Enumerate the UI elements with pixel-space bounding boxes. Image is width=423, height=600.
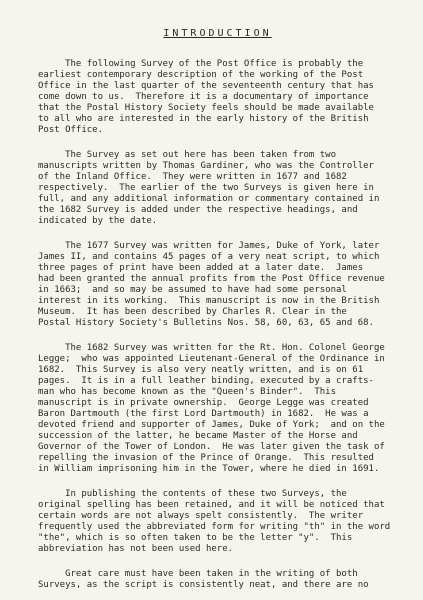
text-line: the 1682 Survey is added under the respective headings, and [38, 205, 358, 215]
text-line: abbreviation has not been used here. [38, 544, 234, 554]
paragraph-3 [38, 241, 397, 329]
text-line: devoted friend and supporter of James, Duke of York; and on the [38, 420, 385, 430]
text-line: Baron Dartmouth (the first Lord Dartmouth) in 1682. He was a [38, 409, 369, 419]
text-line: man who has become known as the "Queen's Binder". This [38, 387, 337, 397]
text-line: Museum. It has been described by Charles R. Clear in the [38, 307, 347, 317]
text-line: pages. It is in a full leather binding, executed by a crafts- [38, 376, 374, 386]
text-line: had been granted the annual profits from the Post Office revenue [38, 274, 385, 284]
page-title: INTRODUCTION [163, 28, 272, 39]
text-line: In publishing the contents of these two Surveys, the [38, 489, 347, 499]
text-line: Governor of the Tower of London. He was later given the task of [38, 442, 385, 452]
paragraph-2 [38, 150, 397, 227]
paragraph-4 [38, 343, 397, 475]
text-line: earliest contemporary description of the working of the Post [38, 70, 364, 80]
text-line: certain words are not always spelt consistently. The writer [38, 511, 364, 521]
text-line: Postal History Society's Bulletins Nos. 58, 60, 63, 65 and 68. [38, 318, 374, 328]
text-line: come down to us. Therefore it is a documentary of importance [38, 92, 369, 102]
text-line: indicated by the date. [38, 216, 158, 226]
text-line: repelling the invasion of the Prince of Orange. This resulted [38, 453, 374, 463]
text-line: James II, and contains 45 pages of a very neat script, to which [38, 252, 380, 262]
text-line: Great care must have been taken in the writing of both [38, 569, 358, 579]
text-line: Surveys, as the script is consistently neat, and there are no [38, 580, 369, 590]
text-line: original spelling has been retained, and it will be noticed that [38, 500, 385, 510]
text-line: respectively. The earlier of the two Surveys is given here in [38, 183, 374, 193]
text-line: manuscripts written by Thomas Gardiner, who was the Controller [38, 161, 374, 171]
text-line: 1682. This Survey is also very neatly written, and is on 61 [38, 365, 364, 375]
text-line: Post Office. [38, 125, 104, 135]
text-line: frequently used the abbreviated form for writing "th" in the word [38, 522, 391, 532]
text-line: Legge; who was appointed Lieutenant-General of the Ordinance in [38, 354, 385, 364]
text-line: to all who are interested in the early history of the British [38, 114, 369, 124]
text-line: The Survey as set out here has been taken from two [38, 150, 337, 160]
paragraph-1 [38, 59, 397, 136]
text-line: succession of the latter, he became Master of the Horse and [38, 431, 358, 441]
text-line: of the Inland Office. They were written in 1677 and 1682 [38, 172, 347, 182]
text-line: Office in the last quarter of the seventeenth century that has [38, 81, 374, 91]
text-line: "the", which is so often taken to be the letter "y". This [38, 533, 353, 543]
text-line: three pages of print have been added at a later date. James [38, 263, 364, 273]
text-line: interest in its working. This manuscript is now in the British [38, 296, 380, 306]
text-line: The following Survey of the Post Office is probably the [38, 59, 364, 69]
text-line: The 1682 Survey was written for the Rt. Hon. Colonel George [38, 343, 385, 353]
text-line: The 1677 Survey was written for James, Duke of York, later [38, 241, 380, 251]
paragraph-6 [38, 569, 397, 591]
text-line: full, and any additional information or commentary contained in [38, 194, 380, 204]
text-line: manuscript is in private ownership. George Legge was created [38, 398, 369, 408]
text-line: in 1663; and so may be assumed to have had some personal [38, 285, 347, 295]
text-line: in William imprisoning him in the Tower, where he died in 1691. [38, 464, 380, 474]
paragraph-5 [38, 489, 397, 555]
text-line: that the Postal History Society feels should be made available [38, 103, 374, 113]
